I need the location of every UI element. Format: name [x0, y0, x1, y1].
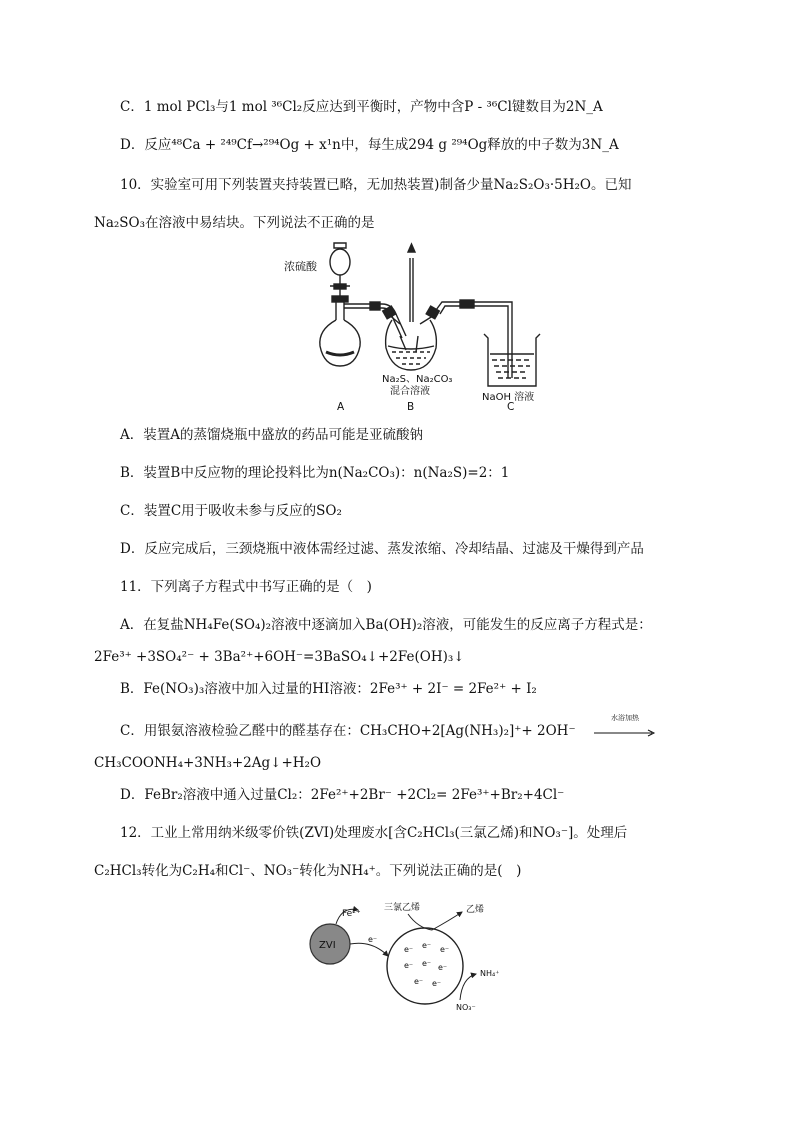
q11-option-a-line1: A．在复盐NH₄Fe(SO₄)₂溶液中逐滴加入Ba(OH)₂溶液，可能发生的反应离子方程式是： [120, 617, 652, 633]
label-conc-sulfuric-acid: 浓硫酸 [284, 260, 317, 273]
q10-option-d: D．反应完成后，三颈烧瓶中液体需经过滤、蒸发浓缩、冷却结晶、过滤及干燥得到产品 [120, 541, 644, 557]
tube-b-c [436, 300, 512, 378]
label-trichloroethylene: 三氯乙烯 [384, 903, 421, 913]
arrow-no3-to-nh4 [460, 974, 476, 1000]
label-b: B [407, 401, 415, 412]
electron-4: e⁻ [404, 961, 414, 970]
apparatus-b [383, 244, 440, 370]
label-naoh-solution: NaOH 溶液 [482, 392, 535, 403]
label-a: A [337, 401, 345, 412]
q9-option-d: D．反应⁴⁸Ca + ²⁴⁹Cf→²⁹⁴Og + x¹n中，每生成294 g ²⁹⁴Og释放的中子数为3N_A [120, 137, 619, 153]
q11-option-a-line2: 2Fe³⁺ +3SO₄²⁻ + 3Ba²⁺+6OH⁻=3BaSO₄↓+2Fe(OH)₃↓ [94, 649, 465, 665]
q10-option-b: B．装置B中反应物的理论投料比为n(Na₂CO₃)：n(Na₂S)=2：1 [120, 465, 510, 481]
arrow-electron-transfer [350, 943, 388, 956]
label-zvi: ZVI [319, 940, 336, 951]
arrow-condition-water-bath: 水浴加热 [611, 714, 639, 722]
q11-option-b: B．Fe(NO₃)₃溶液中加入过量的HI溶液：2Fe³⁺ + 2I⁻ = 2Fe²⁺ + I₂ [120, 681, 537, 697]
label-mixed-solution: 混合溶液 [390, 386, 430, 397]
reaction-arrow [594, 714, 656, 741]
q12-stem-line1: 12．工业上常用纳米级零价铁(ZVI)处理废水[含C₂HCl₃(三氯乙烯)和NO₃⁻]。处理后 [120, 825, 628, 841]
q10-option-c: C．装置C用于吸收未参与反应的SO₂ [120, 503, 342, 519]
label-electron: e⁻ [368, 935, 378, 944]
q11-stem: 11．下列离子方程式中书写正确的是（ ) [120, 579, 372, 595]
q11-option-d: D．FeBr₂溶液中通入过量Cl₂：2Fe²⁺+2Br⁻ +2Cl₂= 2Fe³⁺+Br₂+4Cl⁻ [120, 787, 565, 803]
label-no3minus: NO₃⁻ [456, 1003, 476, 1012]
q11-option-c-line2: CH₃COONH₄+3NH₃+2Ag↓+H₂O [94, 755, 322, 771]
q10-stem-line2: Na₂SO₃在溶液中易结块。下列说法不正确的是 [94, 215, 375, 231]
q9-option-c: C．1 mol PCl₃与1 mol ³⁶Cl₂反应达到平衡时，产物中含P - ³⁶Cl键数目为2N_A [120, 99, 603, 115]
q12-stem-line2: C₂HCl₃转化为C₂H₄和Cl⁻、NO₃⁻转化为NH₄⁺。下列说法正确的是( ) [94, 863, 522, 879]
label-nh4plus: NH₄⁺ [480, 969, 500, 978]
electron-5: e⁻ [422, 959, 432, 968]
electron-3: e⁻ [440, 945, 450, 954]
label-c: C [507, 401, 515, 412]
electron-6: e⁻ [438, 963, 448, 972]
electron-2: e⁻ [422, 941, 432, 950]
apparatus-figure [270, 240, 550, 412]
label-ethene: 乙烯 [466, 905, 485, 915]
label-mixed-na2s-na2co3: Na₂S、Na₂CO₃ [382, 374, 453, 385]
electron-1: e⁻ [404, 945, 414, 954]
electron-8: e⁻ [432, 979, 442, 988]
zvi-mechanism-figure [300, 894, 520, 1012]
q10-option-a: A．装置A的蒸馏烧瓶中盛放的药品可能是亚硫酸钠 [120, 427, 423, 443]
label-fe2plus: Fe²⁺ [342, 909, 361, 919]
arrow-tce-to-ethene [408, 912, 462, 930]
electron-7: e⁻ [414, 977, 424, 986]
q10-stem-line1: 10．实验室可用下列装置夹持装置已略，无加热装置)制备少量Na₂S₂O₃·5H₂O。已知 [120, 177, 632, 193]
arrow-right-icon [594, 729, 656, 737]
q11-option-c-line1: C．用银氨溶液检验乙醛中的醛基存在：CH₃CHO+2[Ag(NH₃)₂]⁺+ 2OH⁻ [120, 723, 576, 739]
